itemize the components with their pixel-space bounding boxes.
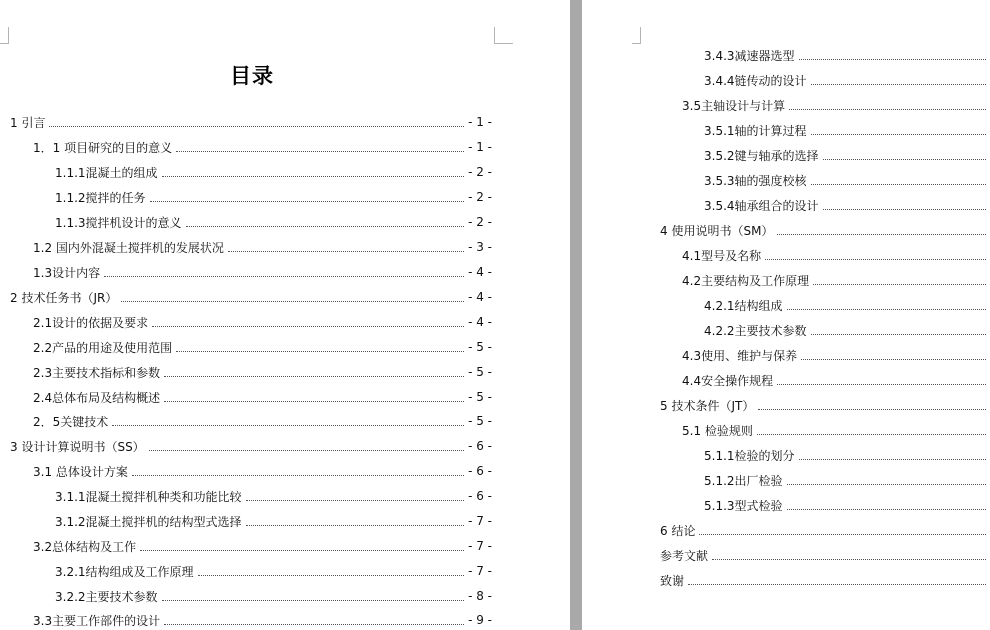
toc-entry[interactable] — [33, 237, 492, 257]
toc-entry-label: 3.4.3减速器选型 — [704, 48, 795, 63]
toc-entry-label: 5.1 检验规则 — [682, 423, 753, 438]
toc-entry[interactable] — [33, 262, 492, 282]
toc-entry[interactable] — [33, 536, 492, 556]
toc-page-number: - 7 - — [468, 514, 492, 528]
toc-entry[interactable] — [660, 545, 990, 565]
toc-entry-label: 3.5.1轴的计算过程 — [704, 123, 807, 138]
toc-entry-label: 3.2.2主要技术参数 — [55, 589, 158, 604]
toc-entry[interactable] — [10, 112, 492, 132]
toc-entry[interactable] — [704, 120, 990, 140]
toc-dot-leader — [162, 176, 465, 177]
toc-page-number: - 6 - — [468, 489, 492, 503]
toc-entry[interactable] — [33, 411, 492, 431]
toc-dot-leader — [164, 401, 464, 402]
toc-entry[interactable] — [682, 95, 990, 115]
toc-entry-label: 5.1.3型式检验 — [704, 498, 783, 513]
toc-entry-label: 5.1.2出厂检验 — [704, 473, 783, 488]
toc-entry-label: 3.2总体结构及工作 — [33, 539, 137, 554]
toc-entry-label: 4.3使用、维护与保养 — [682, 348, 798, 363]
toc-entry-label: 2.4总体布局及结构概述 — [33, 390, 161, 405]
toc-dot-leader — [811, 184, 986, 185]
toc-page-number: - 8 - — [468, 589, 492, 603]
toc-entry-label: 3.5.3轴的强度校核 — [704, 173, 807, 188]
toc-entry[interactable] — [704, 295, 990, 315]
toc-dot-leader — [811, 84, 986, 85]
toc-entry[interactable] — [55, 561, 492, 581]
toc-page-number: - 5 - — [468, 340, 492, 354]
toc-page-number: - 5 - — [468, 414, 492, 428]
toc-dot-leader — [801, 359, 986, 360]
toc-entry[interactable] — [33, 137, 492, 157]
toc-entry[interactable] — [660, 220, 990, 240]
toc-entry[interactable] — [33, 610, 492, 630]
toc-dot-leader — [799, 59, 986, 60]
toc-dot-leader — [198, 575, 465, 576]
toc-title: 目录 — [230, 64, 274, 88]
toc-dot-leader — [787, 509, 986, 510]
toc-dot-leader — [688, 584, 986, 585]
toc-dot-leader — [176, 151, 464, 152]
toc-entry-label: 2.1设计的依据及要求 — [33, 315, 149, 330]
toc-entry-label: 1 引言 — [10, 115, 46, 130]
margin-corner-mark — [632, 27, 641, 44]
toc-page-number: - 4 - — [468, 315, 492, 329]
toc-dot-leader — [789, 109, 986, 110]
toc-entry-label: 1.1.2搅拌的任务 — [55, 190, 146, 205]
toc-entry-label: 1.2 国内外混凝土搅拌机的发展状况 — [33, 240, 224, 255]
toc-dot-leader — [811, 334, 986, 335]
toc-dot-leader — [152, 326, 464, 327]
toc-dot-leader — [49, 126, 464, 127]
toc-page-number: - 7 - — [468, 564, 492, 578]
toc-entry[interactable] — [55, 586, 492, 606]
toc-entry[interactable] — [704, 320, 990, 340]
toc-entry-label: 4.4安全操作规程 — [682, 373, 774, 388]
toc-dot-leader — [164, 376, 464, 377]
toc-entry[interactable] — [33, 461, 492, 481]
toc-entry[interactable] — [682, 245, 990, 265]
toc-page-number: - 5 - — [468, 390, 492, 404]
toc-entry-label: 3 设计计算说明书（SS） — [10, 439, 145, 454]
toc-dot-leader — [112, 425, 464, 426]
toc-dot-leader — [246, 500, 465, 501]
toc-entry[interactable] — [10, 287, 492, 307]
toc-entry-label: 1．1 项目研究的目的意义 — [33, 140, 173, 155]
toc-entry-label: 2．5关键技术 — [33, 414, 109, 429]
toc-dot-leader — [765, 259, 986, 260]
toc-entry[interactable] — [704, 470, 990, 490]
toc-entry[interactable] — [682, 345, 990, 365]
toc-entry[interactable] — [660, 570, 990, 590]
toc-dot-leader — [777, 384, 986, 385]
toc-entry[interactable] — [660, 520, 990, 540]
toc-page-number: - 5 - — [468, 365, 492, 379]
toc-page-number: - 3 - — [468, 240, 492, 254]
toc-dot-leader — [787, 309, 986, 310]
toc-entry-label: 1.1.1混凝土的组成 — [55, 165, 158, 180]
toc-entry[interactable] — [704, 45, 990, 65]
margin-corner-mark — [0, 27, 9, 44]
toc-entry-label: 3.1 总体设计方案 — [33, 464, 128, 479]
toc-page-number: - 2 - — [468, 215, 492, 229]
toc-page-number: - 2 - — [468, 165, 492, 179]
toc-dot-leader — [758, 409, 986, 410]
toc-entry[interactable] — [55, 162, 492, 182]
toc-dot-leader — [164, 624, 464, 625]
toc-entry[interactable] — [704, 495, 990, 515]
toc-entry[interactable] — [704, 70, 990, 90]
toc-entry-label: 3.2.1结构组成及工作原理 — [55, 564, 194, 579]
toc-dot-leader — [121, 301, 464, 302]
toc-entry-label: 5.1.1检验的划分 — [704, 448, 795, 463]
margin-corner-mark — [494, 27, 513, 44]
toc-dot-leader — [823, 209, 986, 210]
toc-page-number: - 1 - — [468, 115, 492, 129]
toc-entry[interactable] — [682, 370, 990, 390]
toc-entry[interactable] — [704, 445, 990, 465]
toc-entry[interactable] — [682, 420, 990, 440]
toc-dot-leader — [186, 226, 465, 227]
toc-page-number: - 6 - — [468, 464, 492, 478]
toc-dot-leader — [246, 525, 465, 526]
toc-dot-leader — [813, 284, 986, 285]
toc-dot-leader — [132, 475, 464, 476]
toc-entry[interactable] — [33, 387, 492, 407]
toc-entry[interactable] — [55, 212, 492, 232]
toc-entry-label: 4.2主要结构及工作原理 — [682, 273, 810, 288]
toc-entry-label: 参考文献 — [660, 548, 709, 563]
document-page-right — [582, 0, 990, 630]
toc-dot-leader — [787, 484, 986, 485]
toc-entry[interactable] — [55, 486, 492, 506]
toc-entry-label: 3.3主要工作部件的设计 — [33, 613, 161, 628]
toc-page-number: - 7 - — [468, 539, 492, 553]
toc-entry-label: 4.2.1结构组成 — [704, 298, 783, 313]
toc-dot-leader — [149, 450, 464, 451]
toc-entry[interactable] — [704, 145, 990, 165]
toc-page-number: - 4 - — [468, 265, 492, 279]
toc-entry[interactable] — [33, 362, 492, 382]
page-gutter — [570, 0, 582, 630]
toc-dot-leader — [176, 351, 464, 352]
toc-dot-leader — [150, 201, 465, 202]
toc-entry-label: 1.1.3搅拌机设计的意义 — [55, 215, 182, 230]
toc-entry-label: 4 使用说明书（SM） — [660, 223, 774, 238]
toc-entry-label: 3.1.2混凝土搅拌机的结构型式选择 — [55, 514, 242, 529]
toc-dot-leader — [823, 159, 986, 160]
toc-entry-label: 2.3主要技术指标和参数 — [33, 365, 161, 380]
toc-entry[interactable] — [10, 436, 492, 456]
toc-entry-label: 1.3设计内容 — [33, 265, 101, 280]
toc-entry-label: 3.5.4轴承组合的设计 — [704, 198, 819, 213]
toc-page-number: - 1 - — [468, 140, 492, 154]
toc-entry[interactable] — [704, 195, 990, 215]
toc-entry-label: 3.1.1混凝土搅拌机种类和功能比较 — [55, 489, 242, 504]
toc-entry-label: 2 技术任务书（JR） — [10, 290, 118, 305]
toc-entry[interactable] — [55, 187, 492, 207]
toc-entry-label: 4.2.2主要技术参数 — [704, 323, 807, 338]
toc-entry-label: 3.4.4链传动的设计 — [704, 73, 807, 88]
toc-entry-label: 4.1型号及名称 — [682, 248, 762, 263]
toc-page-number: - 4 - — [468, 290, 492, 304]
toc-dot-leader — [699, 534, 986, 535]
toc-entry-label: 3.5.2键与轴承的选择 — [704, 148, 819, 163]
toc-page-number: - 6 - — [468, 439, 492, 453]
toc-entry[interactable] — [682, 270, 990, 290]
toc-dot-leader — [811, 134, 986, 135]
toc-dot-leader — [162, 600, 465, 601]
toc-entry[interactable] — [660, 395, 990, 415]
toc-dot-leader — [228, 251, 464, 252]
toc-entry[interactable] — [33, 312, 492, 332]
toc-dot-leader — [777, 234, 986, 235]
toc-dot-leader — [104, 276, 464, 277]
toc-dot-leader — [140, 550, 464, 551]
toc-page-number: - 9 - — [468, 613, 492, 627]
toc-dot-leader — [799, 459, 986, 460]
toc-entry[interactable] — [33, 337, 492, 357]
toc-entry-label: 2.2产品的用途及使用范围 — [33, 340, 173, 355]
toc-entry-label: 5 技术条件（JT） — [660, 398, 755, 413]
toc-dot-leader — [712, 559, 986, 560]
toc-page-number: - 2 - — [468, 190, 492, 204]
toc-entry-label: 致谢 — [660, 573, 685, 588]
toc-entry-label: 6 结论 — [660, 523, 696, 538]
toc-dot-leader — [757, 434, 986, 435]
toc-entry[interactable] — [704, 170, 990, 190]
toc-entry-label: 3.5主轴设计与计算 — [682, 98, 786, 113]
toc-entry[interactable] — [55, 511, 492, 531]
